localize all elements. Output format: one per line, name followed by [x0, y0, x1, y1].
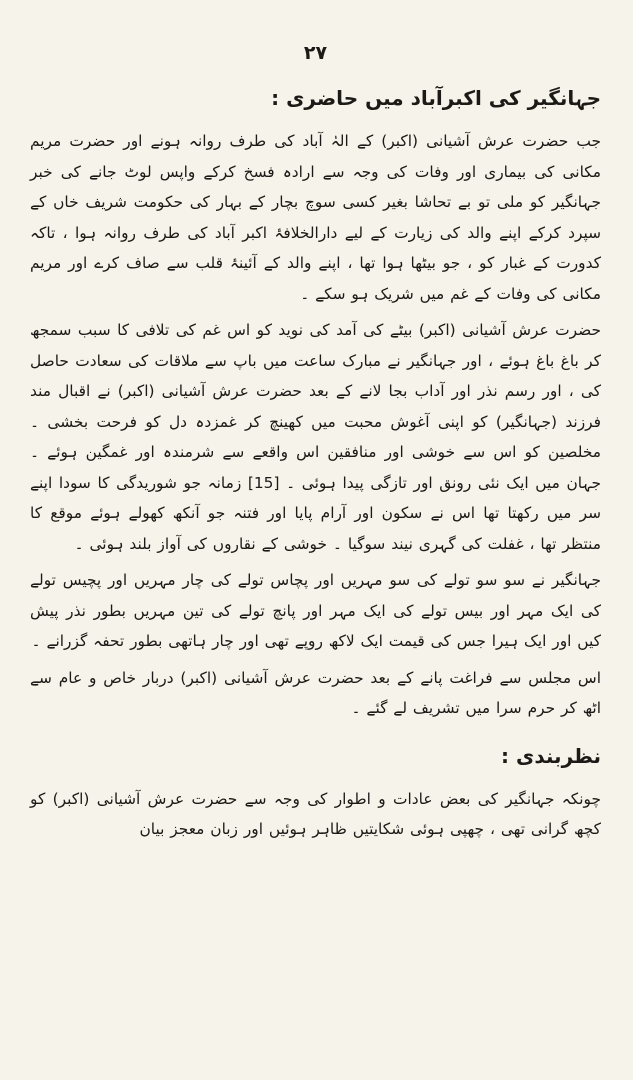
paragraph-1: جب حضرت عرش آشیانی (اکبر) کے الہٰ آباد کی طرف روانہ ہونے اور حضرت مریم مکانی کی بیماری اور وفات کی وجہ سے ارادہ فسخ کرکے واپس لوٹ جانے کی خبر جہانگیر کو ملی تو بے تحاشا بغیر کسی سوچ بچار کے بہار کی حکومت شریف خاں کے سپرد کرکے اپنے والد کی زیارت کے لیے دارالخلافۂ اکبر آباد کی طرف روانہ ہوا ، تاکہ کدورت کے غبار کو ، جو بیٹھا ہوا تھا ، اپنے والد کے آئینۂ قلب سے صاف کرے اور مریم مکانی کی وفات کے غم میں شریک ہو سکے ۔ — [30, 132, 601, 303]
paragraph-5: چونکہ جہانگیر کی بعض عادات و اطوار کی وجہ سے حضرت عرش آشیانی (اکبر) کو کچھ گرانی تھی ، چھپی ہوئی شکایتیں ظاہر ہوئیں اور زبان معجز بیان — [30, 789, 601, 838]
section-heading-jahangir-agra: جہانگیر کی اکبرآباد میں حاضری : — [271, 86, 601, 110]
paragraph-4: اس مجلس سے فراغت پانے کے بعد حضرت عرش آشیانی (اکبر) دربار خاص و عام سے اٹھ کر حرم سرا میں تشریف لے گئے ۔ — [30, 668, 601, 717]
section-heading-nazarbandi: نظربندی : — [501, 743, 601, 768]
page-number: ۲۷ — [303, 42, 328, 64]
paragraph-3: جہانگیر نے سو سو تولے کی سو مہریں اور پچاس تولے کی چار مہریں اور پچیس تولے کی ایک مہر اور بیس تولے کی ایک مہر اور پانچ تولے کی تین مہریں بطور نذر پیش کیں اور ایک ہیرا جس کی قیمت ایک لاکھ روپے تھی اور چار ہاتھی بطور تحفہ گزرانے ۔ — [30, 571, 601, 650]
paragraph-2: حضرت عرش آشیانی (اکبر) بیٹے کی آمد کی نوید کو اس غم کی تلافی کا سبب سمجھ کر باغ باغ ہوئے ، اور جہانگیر نے مبارک ساعت میں باپ سے ملاقات کی سعادت حاصل کی ، اور رسم نذر اور آداب بجا لانے کے بعد حضرت عرش آشیانی (اکبر) نے اقبال مند فرزند (جہانگیر) کو اپنی آغوش محبت میں کھینچ کر غمزدہ دل کو فرحت بخشی ۔ مخلصین کو اس سے خوشی اور منافقین اس واقعے سے شرمندہ اور غمگین ہوئے ۔ جہان میں ایک نئی رونق اور تازگی پیدا ہوئی ۔ [15] زمانہ جو شوریدگی کا سودا اپنے سر میں رکھتا تھا اس نے سکون اور آرام پایا اور فتنہ جو آنکھ کھولے ہوئے موقع کا منتظر تھا ، غفلت کی گہری نیند سوگیا ۔ خوشی کے نقاروں کی آواز بلند ہوئی ۔ — [30, 321, 601, 553]
